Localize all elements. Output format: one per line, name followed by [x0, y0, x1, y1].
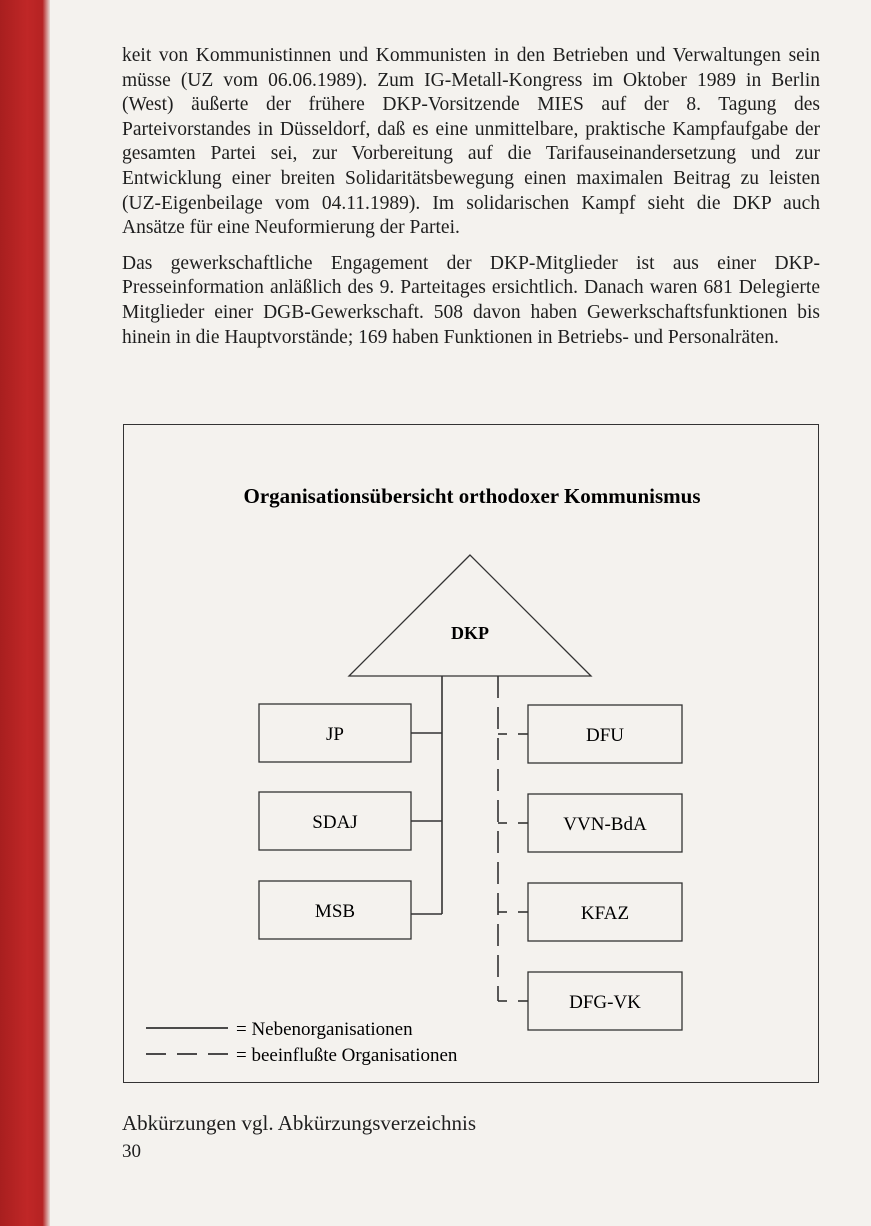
org-label-dfg-vk: DFG-VK: [569, 992, 641, 1013]
figure-caption: Abkürzungen vgl. Abkürzungsverzeichnis: [122, 1111, 476, 1135]
dashed-branches: [498, 734, 528, 1001]
book-spine-edge: [0, 0, 50, 1226]
org-label-dfu: DFU: [585, 725, 625, 746]
org-label-kfaz: KFAZ: [580, 903, 630, 924]
dkp-label: DKP: [451, 623, 489, 643]
dkp-triangle: [349, 555, 591, 676]
legend-dashed-label: = beeinflußte Organisationen: [236, 1045, 458, 1066]
legend-solid-label: = Nebenorganisationen: [236, 1019, 413, 1040]
page-number: 30: [122, 1141, 141, 1162]
org-label-vvn-bda: VVN-BdA: [563, 814, 647, 835]
diagram-title: Organisationsübersicht orthodoxer Kommunismus: [243, 484, 701, 508]
paragraph: Das gewerkschaftliche Engagement der DKP-Mitglieder ist aus einer DKP-Presseinformation anläßlich des 9. Parteitages ersichtlich. Danach waren 681 Delegierte Mitglieder einer DGB-Gewerkschaft. 508 davon haben Gewerkschaftsfunktionen bis hinein in die Hauptvorstände; 169 haben Funktionen in Betriebs- und Personalräten.: [122, 252, 820, 348]
org-label-jp: JP: [326, 724, 344, 745]
solid-connectors: [411, 676, 442, 914]
organization-diagram: [123, 424, 819, 1083]
body-text: [122, 44, 820, 361]
paragraph: keit von Kommunistinnen und Kommunisten in den Betrieben und Verwaltungen sein müsse (UZ vom 06.06.1989). Zum IG-Metall-Kongress im Oktober 1989 in Berlin (West) äußerte der frühere DKP-Vorsitzende MIES auf der 8. Tagung des Parteivorstandes in Düsseldorf, daß es eine unmittelbare, praktische Kampfaufgabe der gesamten Partei sei, zur Vorbereitung auf die Tarifauseinandersetzung und zur Entwicklung einer breiten Solidaritätsbewegung einen maximalen Beitrag zu leisten (UZ-Eigenbeilage vom 04.11.1989). Im solidarischen Kampf sieht die DKP auch Ansätze für eine Neuformierung der Partei.: [122, 45, 820, 239]
org-label-msb: MSB: [314, 901, 356, 922]
org-label-sdaj: SDAJ: [312, 812, 358, 833]
diagram-canvas: [124, 425, 820, 1084]
